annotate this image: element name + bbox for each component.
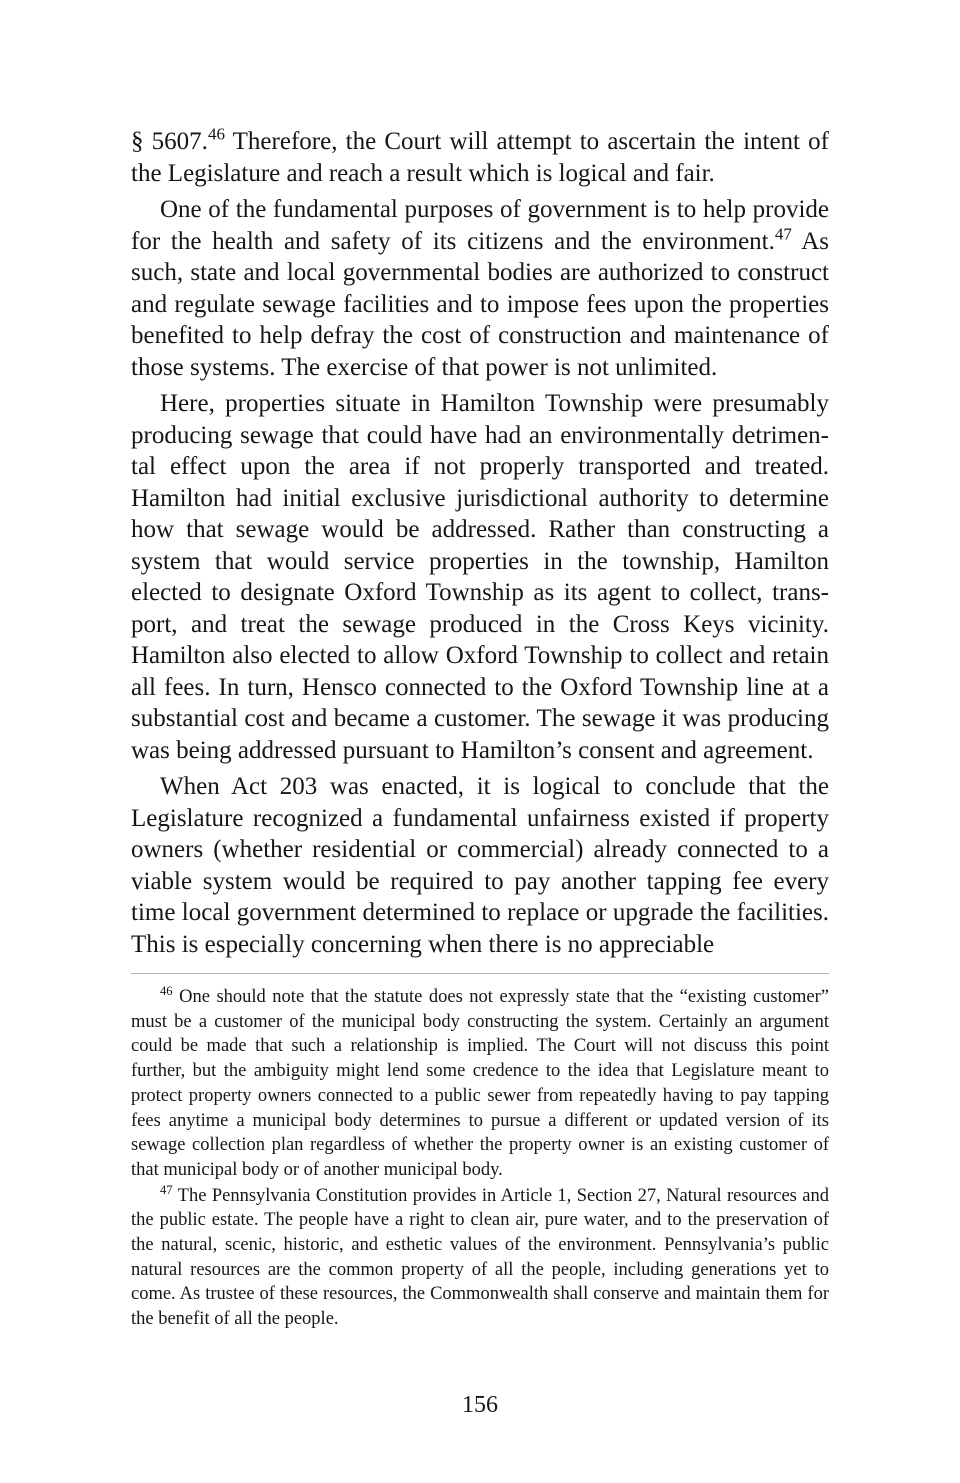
paragraph-2-text: As such, state and local governmental bodies are authorized to construct and regulate sewage facilities and to impose fees upon the properties benefited to help defray the cost of construction and maintenance of those systems. The exercise of that power is not unlimited. xyxy=(131,227,830,381)
footnote-number: 47 xyxy=(160,1182,173,1197)
main-text xyxy=(131,126,829,965)
footnote-divider xyxy=(131,973,829,974)
footnote-number: 46 xyxy=(160,984,173,999)
footnote-ref-46: 46 xyxy=(207,124,225,144)
footnote-text: The Pennsylvania Constitution provides in Article 1, Section 27, Natural resources and the public estate. The people have a right to clean air, pure water, and to the preservation of the natural, scenic, historic, and esthetic values of the environment. Pennsylvania’s public natural resources are the common property of all the people, including generations yet to come. As trustee of these resources, the Commonwealth shall conserve and maintain them for the benefit of all the people. xyxy=(131,1185,829,1330)
paragraph-1-lead: § 5607. xyxy=(131,128,208,155)
paragraph-4: When Act 203 was enacted, it is logical to conclude that the Legislature recognized a fundamental unfairness existed if property owners (whether residential or commercial) already connected to a viable system would be required to pay another tapping fee every time local government determined to replace or upgrade the facilities. This is especially concerning when there is no appreciable xyxy=(131,773,829,958)
paragraph-1 xyxy=(131,126,829,189)
footnote-text: One should note that the statute does not expressly state that the “existing customer” must be a customer of the municipal body constructing the system. Certainly an argument could be made that such a relationship is implied. The Court will not discuss this point further, but the ambiguity might lend some credence to the idea that Legislature meant to protect property owners connected to a public sewer from repeatedly having to pay tapping fees anytime a municipal body determines to pursue a different or updated version of its sewage collection plan regardless of whether the property owner is an existing customer of that municipal body or of another municipal body. xyxy=(131,987,829,1180)
footnote-46 xyxy=(131,985,829,1183)
page-number: 156 xyxy=(462,1392,498,1418)
paragraph-1-text: Therefore, the Court will attempt to ascertain the intent of the Legislature and reach a result which is logical and fair. xyxy=(131,128,830,187)
footnote-47 xyxy=(131,1184,829,1332)
paragraph-2 xyxy=(131,194,829,383)
paragraph-2-lead: One of the fundamental purposes of government is to help provide for the health and safety of its citizens and the environment. xyxy=(131,196,829,255)
footnotes xyxy=(131,985,829,1333)
paragraph-3: Here, properties situate in Hamilton Township were presumably producing sewage that could have had an environmentally detrimental effect upon the area if not properly transported and treated. Hamilton had initial exclusive jurisdictional authority to determine how that sewage would be addressed. Rather than constructing a system that would service properties in the township, Hamilton elected to designate Oxford Township as its agent to collect, transport, and treat the sewage produced in the Cross Keys vicinity. Hamilton also elected to allow Oxford Township to collect and retain all fees. In turn, Hensco connected to the Oxford Township line at a substantial cost and became a customer. The sewage it was producing was being addressed pursuant to Hamilton’s consent and agreement. xyxy=(131,390,829,764)
footnote-ref-47: 47 xyxy=(774,224,792,244)
